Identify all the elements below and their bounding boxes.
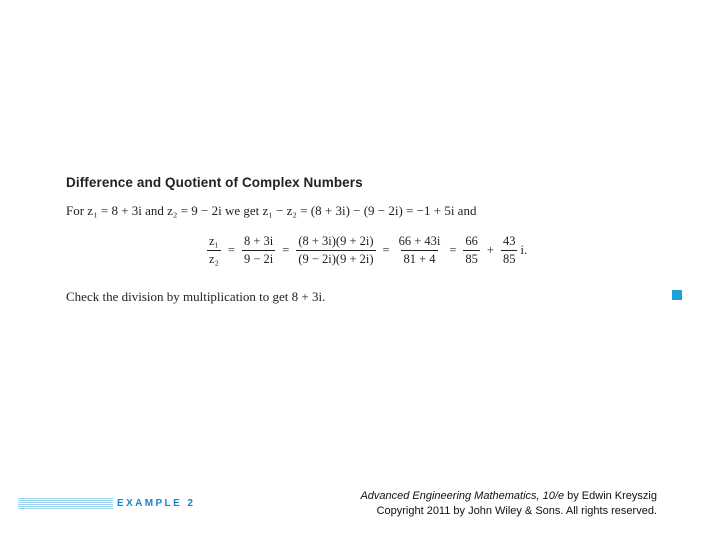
equals-sign: = bbox=[282, 243, 290, 257]
example-title: Difference and Quotient of Complex Numbers bbox=[66, 175, 363, 190]
fraction-imag-part bbox=[501, 234, 518, 267]
fraction-denominator: 9 − 2i bbox=[243, 252, 274, 266]
fraction-denominator: z₂ bbox=[209, 252, 219, 266]
fraction-denominator: 85 bbox=[502, 252, 516, 266]
footer-copyright: Copyright 2011 by John Wiley & Sons. All rights reserved. bbox=[376, 505, 657, 517]
fraction-quotient bbox=[242, 234, 275, 267]
fraction-numerator: 43 bbox=[502, 234, 516, 248]
difference-statement: For z₁ = 8 + 3i and z₂ = 9 − 2i we get z₁ − z₂ = (8 + 3i) − (9 − 2i) = −1 + 5i and bbox=[66, 203, 477, 218]
equals-sign: = bbox=[227, 243, 235, 257]
fraction-real-part bbox=[463, 234, 480, 267]
imaginary-unit-tail: i. bbox=[520, 243, 528, 257]
equals-sign: = bbox=[449, 243, 457, 257]
fraction-numerator: 66 bbox=[465, 234, 478, 248]
fraction-numerator: (8 + 3i)(9 + 2i) bbox=[298, 234, 374, 248]
quotient-equation bbox=[204, 234, 527, 267]
fraction-numerator: z₁ bbox=[209, 234, 219, 248]
plus-sign: + bbox=[486, 243, 494, 257]
book-author: by Edwin Kreyszig bbox=[564, 490, 657, 502]
equals-sign: = bbox=[382, 243, 390, 257]
check-statement: Check the division by multiplication to get 8 + 3i. bbox=[66, 289, 326, 304]
fraction-expanded bbox=[397, 234, 443, 267]
example-stripe-bar bbox=[18, 498, 113, 510]
fraction-numerator: 66 + 43i bbox=[398, 234, 441, 248]
fraction-denominator: 81 + 4 bbox=[403, 252, 436, 266]
footer-credit bbox=[360, 489, 657, 519]
book-title: Advanced Engineering Mathematics, 10/e bbox=[360, 490, 565, 502]
fraction-z1-over-z2 bbox=[207, 234, 221, 267]
fraction-numerator: 8 + 3i bbox=[243, 234, 274, 248]
example-label: EXAMPLE 2 bbox=[117, 498, 196, 509]
fraction-conjugate-product bbox=[296, 234, 375, 267]
end-of-example-square-icon bbox=[672, 290, 682, 300]
fraction-denominator: (9 − 2i)(9 + 2i) bbox=[298, 252, 374, 266]
fraction-denominator: 85 bbox=[465, 252, 478, 266]
footer-book-line bbox=[360, 489, 657, 504]
